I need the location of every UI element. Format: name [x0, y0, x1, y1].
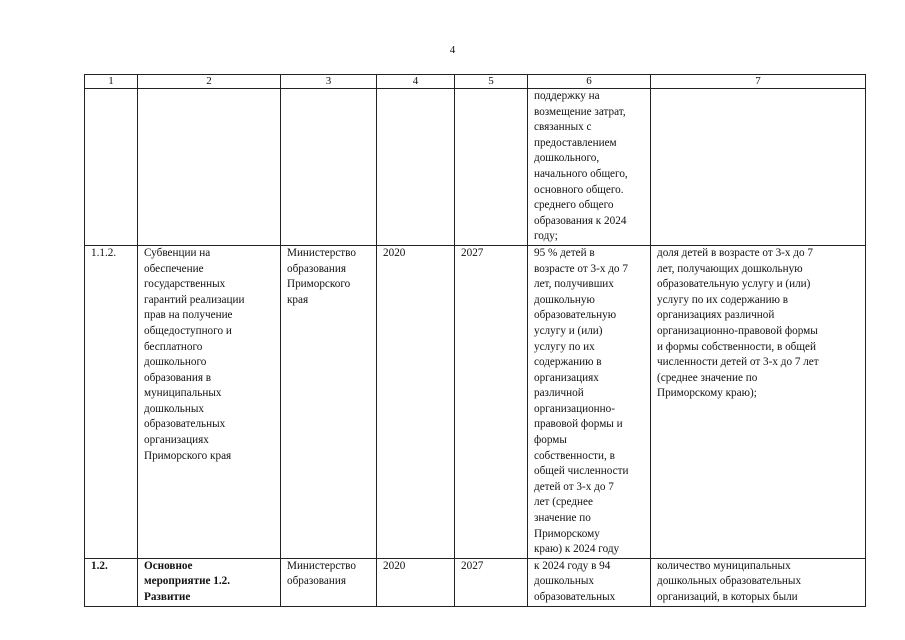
text-line: образовательных	[534, 591, 616, 603]
text-line: среднего общего	[534, 199, 614, 212]
text-line: значение по	[534, 512, 591, 525]
column-number: 7	[651, 75, 866, 89]
text-line: поддержку на	[534, 90, 600, 102]
text-line: детей от 3-х до 7	[534, 480, 614, 493]
text-line: Приморскому краю);	[657, 387, 757, 400]
text-line: возмещение затрат,	[534, 105, 626, 118]
text-line: к 2024 году в 94	[534, 559, 611, 572]
text-line: Приморского	[287, 278, 351, 291]
text-line: дошкольных образовательных	[657, 575, 802, 588]
column-number: 6	[528, 75, 651, 89]
text-line: лет, получающих дошкольную	[657, 262, 803, 275]
text-line: содержанию в	[534, 356, 602, 369]
executor-cell	[281, 89, 377, 246]
text-line: дошкольную	[534, 293, 595, 306]
text-line: дошкольных	[144, 402, 204, 415]
text-line: образовательных	[144, 418, 226, 431]
text-line: общедоступного и	[144, 324, 232, 337]
text-line: организациях	[534, 371, 599, 384]
text-line: образовательную услугу и (или)	[657, 278, 811, 291]
text-line: мероприятие 1.2.	[144, 575, 231, 588]
text-line: организациях различной	[657, 309, 775, 322]
text-line: государственных	[144, 278, 226, 291]
text-line: организаций, в которых были	[657, 591, 798, 603]
text-line: году;	[534, 230, 558, 243]
text-line: организациях	[144, 434, 209, 447]
text-line: края	[287, 293, 309, 306]
text-line: образования в	[144, 371, 212, 384]
text-line: дошкольного	[144, 356, 207, 369]
column-number: 5	[455, 75, 528, 89]
text-line: Министерство	[287, 246, 356, 259]
text-line: численности детей от 3-х до 7 лет	[657, 356, 819, 369]
text-line: Основное	[144, 559, 193, 572]
text-line: Развитие	[144, 591, 191, 603]
column-number: 4	[377, 75, 455, 89]
item-number-cell: 1.1.2.	[85, 245, 138, 558]
table-row	[85, 558, 866, 606]
text-line: общей численности	[534, 465, 629, 478]
text-line: прав на получение	[144, 309, 233, 322]
text-line: образовательную	[534, 309, 617, 322]
indicator-cell	[651, 245, 866, 558]
start-year-cell	[377, 89, 455, 246]
text-line: краю) к 2024 году	[534, 543, 620, 556]
text-line: количество муниципальных	[657, 559, 791, 572]
start-year-cell: 2020	[377, 558, 455, 606]
text-line: предоставлением	[534, 136, 617, 149]
table-row	[85, 89, 866, 246]
text-line: правовой формы и	[534, 418, 623, 431]
text-line: основного общего.	[534, 183, 624, 196]
text-line: образования к 2024	[534, 214, 627, 227]
program-table	[84, 74, 866, 607]
column-number: 1	[85, 75, 138, 89]
text-line: обеспечение	[144, 262, 204, 275]
text-line: собственности, в	[534, 449, 615, 462]
item-number-cell	[85, 89, 138, 246]
start-year-cell: 2020	[377, 245, 455, 558]
page-number: 4	[449, 44, 456, 56]
text-line: услугу по их содержанию в	[657, 293, 789, 306]
text-line: 95 % детей в	[534, 246, 595, 259]
item-number-cell: 1.2.	[85, 558, 138, 606]
text-line: организационно-	[534, 402, 615, 415]
text-line: образования	[287, 575, 347, 588]
expected-result-cell	[528, 245, 651, 558]
executor-cell	[281, 245, 377, 558]
indicator-cell	[651, 89, 866, 246]
text-line: Министерство	[287, 559, 356, 572]
text-line: возрасте от 3-х до 7	[534, 262, 628, 275]
text-line: лет (среднее	[534, 496, 593, 509]
text-line: дошкольного,	[534, 152, 600, 165]
expected-result-cell	[528, 89, 651, 246]
item-name-cell	[138, 89, 281, 246]
text-line: и формы собственности, в общей	[657, 340, 816, 353]
expected-result-cell	[528, 558, 651, 606]
text-line: лет, получивших	[534, 278, 614, 291]
text-line: Субвенции на	[144, 246, 211, 259]
end-year-cell	[455, 89, 528, 246]
text-line: образования	[287, 262, 347, 275]
text-line: бесплатного	[144, 340, 203, 353]
indicator-cell	[651, 558, 866, 606]
text-line: (среднее значение по	[657, 371, 758, 384]
item-name-cell	[138, 558, 281, 606]
column-number: 2	[138, 75, 281, 89]
executor-cell	[281, 558, 377, 606]
column-number-row	[85, 75, 866, 89]
text-line: услугу и (или)	[534, 324, 603, 337]
table-row	[85, 245, 866, 558]
text-line: различной	[534, 387, 584, 400]
text-line: дошкольных	[534, 575, 594, 588]
text-line: Приморского края	[144, 449, 232, 462]
text-line: доля детей в возрасте от 3-х до 7	[657, 246, 813, 259]
text-line: начального общего,	[534, 167, 628, 180]
end-year-cell: 2027	[455, 245, 528, 558]
text-line: гарантий реализации	[144, 293, 245, 306]
item-name-cell	[138, 245, 281, 558]
text-line: муниципальных	[144, 387, 222, 400]
text-line: формы	[534, 434, 567, 447]
text-line: услугу по их	[534, 340, 595, 353]
end-year-cell: 2027	[455, 558, 528, 606]
text-line: Приморскому	[534, 527, 600, 540]
text-line: связанных с	[534, 121, 592, 134]
column-number: 3	[281, 75, 377, 89]
text-line: организационно-правовой формы	[657, 324, 818, 337]
